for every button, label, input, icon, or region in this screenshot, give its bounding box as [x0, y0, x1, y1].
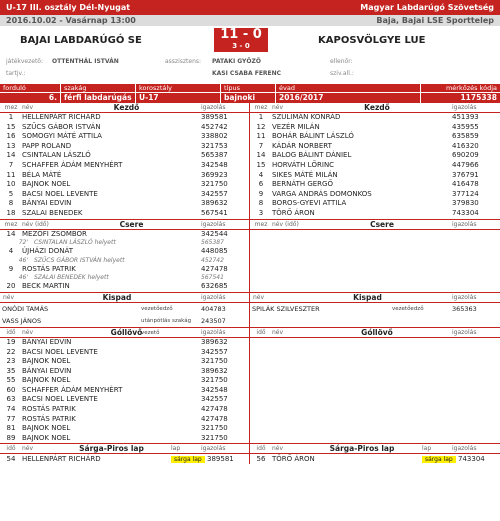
license-id: 376791 [452, 170, 479, 179]
col-id: igazolás [452, 445, 477, 453]
goal-row [0, 424, 249, 434]
player-name: HORVÁTH LŐRINC [272, 160, 335, 169]
section-title: Kispad [102, 292, 132, 302]
shirt-number: 55 [6, 376, 16, 385]
license-id: 321750 [201, 376, 228, 385]
home-cards-list [0, 454, 249, 464]
license-id: 389632 [201, 337, 228, 346]
shirt-number: 8 [258, 199, 264, 208]
col-id: igazolás [452, 293, 477, 301]
asst-ref-label: sziv.all.: [330, 70, 354, 77]
player-name: BECK MARTIN [22, 282, 70, 291]
player-name: BALOG BÁLINT DÁNIEL [272, 151, 352, 160]
license-id: 377124 [452, 189, 479, 198]
card-row [250, 454, 500, 464]
shirt-number: 6 [258, 180, 264, 189]
home-goals-header [0, 328, 249, 338]
shirt-number: 19 [6, 337, 16, 346]
player-name: SZULIMÁN KONRÁD [272, 113, 341, 121]
player-name: SCHAFFER ÁDÁM MENYHÉRT [22, 385, 123, 394]
license-id: 632685 [201, 282, 228, 291]
sub-row [0, 282, 249, 292]
shirt-number: 1 [258, 113, 264, 121]
license-id: 342557 [201, 395, 228, 404]
starting-lineups [0, 103, 500, 219]
referee-name: OTTENTHÁL ISTVÁN [52, 58, 119, 65]
player-name: VARGA ANDRÁS DOMONKOS [272, 189, 372, 198]
officials [0, 56, 500, 84]
sub-detail [0, 274, 249, 282]
col-id: igazolás [201, 293, 226, 301]
yellow-card-badge: sárga lap [171, 456, 205, 463]
shirt-number: 11 [256, 132, 266, 141]
halftime-score: 3 - 0 [232, 42, 250, 50]
sub-detail [0, 239, 249, 247]
player-name: TÖRŐ ÁRON [272, 455, 315, 464]
col-ido: idő [6, 328, 16, 336]
info-type: bajnoki [220, 93, 275, 103]
away-starter-row [250, 190, 500, 200]
away-starter-row [250, 151, 500, 161]
player-name: TÖRŐ ÁRON [272, 208, 315, 217]
info-h-season: évad [275, 84, 420, 92]
shirt-number: 15 [6, 122, 16, 131]
goal-row [0, 348, 249, 358]
license-id: 427478 [201, 264, 228, 273]
shirt-number: 14 [6, 151, 16, 160]
section-title: Sárga-Piros lap [329, 444, 395, 454]
home-start-list [0, 113, 249, 219]
player-name: BÁNYAI EDVIN [22, 199, 72, 208]
col-nev-ido: név (idő) [272, 220, 299, 228]
goals [0, 327, 500, 444]
col-id: igazolás [452, 220, 477, 228]
assistant-2: KASI CSABA FERENC [212, 70, 282, 77]
away-team: KAPOSVÖLGYE LUE [318, 35, 426, 46]
info-code: 1175338 [420, 93, 500, 103]
away-bench-header [250, 293, 500, 303]
section-title: Kezdő [113, 103, 140, 112]
col-id: igazolás [201, 104, 226, 111]
away-bench-list [250, 303, 500, 315]
license-id: 243507 [201, 316, 226, 325]
home-starter-row [0, 199, 249, 209]
player-name: BOROS-GYEVI ATTILA [272, 199, 347, 208]
home-starter-row [0, 180, 249, 190]
replaced-license-id: 452742 [201, 256, 224, 264]
home-subs-col [0, 220, 250, 292]
card-type-cell [422, 454, 458, 464]
player-name: BAJNOK NOEL [22, 376, 71, 385]
license-id: 389581 [201, 113, 228, 121]
player-name: BAJNOK NOEL [22, 433, 71, 442]
player-name: SOMOGYI MÁTÉ ATTILA [22, 132, 102, 141]
player-name: BERNÁTH GERGŐ [272, 180, 333, 189]
shirt-number: 14 [256, 151, 266, 160]
sub-row [0, 265, 249, 275]
assistant-1: PATAKI GYŐZŐ [212, 58, 261, 65]
col-nev: név [22, 104, 34, 111]
section-title: Sárga-Piros lap [79, 444, 144, 454]
col-id: igazolás [201, 445, 226, 453]
staff-name: SPILÁK SZILVESZTER [252, 304, 320, 313]
competition-bar [0, 0, 500, 15]
home-cards-col [0, 444, 250, 464]
home-starter-row [0, 123, 249, 133]
sub-row [0, 247, 249, 257]
col-mez: mez [254, 220, 268, 228]
player-name: CSINTALAN LÁSZLÓ [22, 151, 91, 160]
player-name: SIKES MÁTÉ MILÁN [272, 170, 338, 179]
home-cards-header [0, 444, 249, 454]
col-mez: mez [4, 104, 18, 111]
col-nev: név [22, 328, 34, 336]
assistants-label: asszisztens: [165, 58, 202, 65]
home-subs-list [0, 230, 249, 292]
sub-minute: 46' [18, 274, 28, 282]
col-nev: név [272, 328, 284, 336]
license-id: 435955 [452, 122, 479, 131]
shirt-number: 18 [6, 208, 16, 217]
away-goals-col [250, 328, 500, 444]
shirt-number: 35 [6, 366, 16, 375]
competition-name: U-17 III. osztály Dél-Nyugat [6, 3, 131, 12]
col-lap: lap [171, 445, 181, 453]
section-title: Kispad [353, 292, 382, 302]
federation-name: Magyar Labdarúgó Szövetség [360, 3, 494, 12]
away-bench-col [250, 293, 500, 327]
col-mez: mez [254, 104, 268, 111]
away-start-col [250, 103, 500, 219]
home-starter-row [0, 151, 249, 161]
license-id: 743304 [452, 208, 479, 217]
player-name: ROSTÁS PATRIK [22, 264, 76, 273]
final-score: 11 - 0 [220, 27, 262, 42]
shirt-number: 4 [8, 247, 14, 256]
shirt-number: 16 [6, 132, 16, 141]
col-id: igazolás [201, 328, 226, 336]
shirt-number: 9 [258, 189, 264, 198]
away-starter-row [250, 132, 500, 142]
info-h-type: típus [220, 84, 275, 92]
away-starter-row [250, 161, 500, 171]
shirt-number: 11 [6, 170, 16, 179]
staff-role: vezetőedző [392, 305, 424, 312]
info-values [0, 92, 500, 103]
replaced-player: SZŰCS GÁBOR ISTVÁN helyett [34, 256, 125, 264]
replaced-license-id: 567541 [201, 274, 224, 282]
bench-row [250, 303, 500, 315]
home-subs-header [0, 220, 249, 230]
license-id: 635859 [452, 132, 479, 141]
license-id: 389632 [201, 199, 228, 208]
col-id: igazolás [452, 104, 477, 111]
replaced-player: SZALAI BENEDEK helyett [34, 274, 109, 282]
shirt-number: 9 [8, 264, 14, 273]
away-starter-row [250, 199, 500, 209]
col-nev-ido: név (idő) [22, 220, 49, 228]
info-h-round: forduló [3, 84, 26, 92]
license-id: 389632 [201, 366, 228, 375]
home-bench-header [0, 293, 249, 303]
goal-row [0, 386, 249, 396]
player-name: HELLENPÁRT RICHÁRD [22, 113, 101, 121]
player-name: BACSI NOEL LEVENTE [22, 189, 98, 198]
home-starter-row [0, 161, 249, 171]
license-id: 365363 [452, 304, 477, 313]
shirt-number: 60 [6, 385, 16, 394]
staff-role: utánpótlás szakág vezető [141, 317, 192, 336]
shirt-number: 63 [6, 395, 16, 404]
goal-row [0, 376, 249, 386]
info-h-code: mérkőzés kódja [420, 84, 500, 92]
player-name: ROSTÁS PATRIK [22, 414, 76, 423]
col-nev: név [22, 445, 34, 453]
license-id: 321750 [201, 357, 228, 366]
home-team: BAJAI LABDARÚGÓ SE [20, 35, 142, 46]
away-starter-row [250, 123, 500, 133]
goal-row [0, 395, 249, 405]
player-name: BACSI NOEL LEVENTE [22, 395, 98, 404]
sub-minute: 72' [18, 239, 28, 247]
player-name: SZŰCS GÁBOR ISTVÁN [22, 122, 101, 131]
col-ido: idő [256, 328, 266, 336]
col-id: igazolás [201, 220, 226, 228]
home-starter-row [0, 171, 249, 181]
section-title: Csere [370, 219, 394, 229]
away-starter-row [250, 142, 500, 152]
shirt-number: 81 [6, 424, 16, 433]
section-title: Góllövő [361, 327, 393, 337]
shirt-number: 8 [8, 199, 14, 208]
away-starter-row [250, 209, 500, 219]
sub-row [0, 230, 249, 240]
goal-row [0, 338, 249, 348]
license-id: 342557 [201, 189, 228, 198]
home-starter-row [0, 190, 249, 200]
card-row [0, 454, 249, 464]
license-id: 448085 [201, 247, 228, 256]
shirt-number: 23 [6, 357, 16, 366]
replaced-license-id: 565387 [201, 239, 224, 247]
away-start-header [250, 103, 500, 113]
info-branch: férfi labdarúgás [60, 93, 135, 103]
home-start-col [0, 103, 250, 219]
license-id: 389581 [207, 455, 234, 464]
staff-name: VASS JÁNOS [2, 316, 42, 325]
col-nev: név [3, 293, 15, 301]
date-venue-bar [0, 15, 500, 26]
player-name: MEZŐFI ZSOMBOR [22, 229, 87, 238]
shirt-number: 5 [8, 189, 14, 198]
player-name: KÁDÁR NORBERT [272, 141, 332, 150]
sub-minute: 46' [18, 256, 28, 264]
home-start-header [0, 103, 249, 113]
sub-detail [0, 257, 249, 265]
license-id: 567541 [201, 208, 228, 217]
home-starter-row [0, 142, 249, 152]
away-subs-header [250, 220, 500, 230]
goal-row [0, 357, 249, 367]
score-box [214, 28, 268, 52]
info-header [0, 84, 500, 92]
player-name: PAPP ROLAND [22, 141, 72, 150]
shirt-number: 14 [6, 229, 16, 238]
yellow-card-badge: sárga lap [422, 456, 456, 463]
player-name: BAJNOK NOEL [22, 180, 71, 189]
staff-name: ONÓDI TAMÁS [2, 304, 49, 313]
info-h-branch: szakág [60, 84, 135, 92]
inspector-label: ellenőr: [330, 58, 353, 65]
away-start-list [250, 113, 500, 219]
shirt-number: 10 [6, 180, 16, 189]
home-starter-row [0, 209, 249, 219]
player-name: SCHAFFER ÁDÁM MENYHÉRT [22, 160, 123, 169]
info-h-age: korosztály [135, 84, 220, 92]
section-title: Kezdő [364, 103, 390, 112]
info-round: 6. [48, 93, 57, 102]
shirt-number: 20 [6, 282, 16, 291]
match-venue: Baja, Bajai LSE Sporttelep [376, 16, 494, 25]
license-id: 342548 [201, 385, 228, 394]
player-name: BÁNYAI EDVIN [22, 337, 72, 346]
license-id: 379830 [452, 199, 479, 208]
license-id: 743304 [458, 455, 485, 464]
shirt-number: 7 [258, 141, 264, 150]
teams-row [0, 26, 500, 56]
player-name: BAJNOK NOEL [22, 424, 71, 433]
away-starter-row [250, 180, 500, 190]
license-id: 321750 [201, 433, 228, 442]
license-id: 447966 [452, 160, 479, 169]
home-starter-row [0, 113, 249, 123]
away-starter-row [250, 113, 500, 123]
shirt-number: 13 [6, 141, 16, 150]
shirt-number: 74 [6, 405, 16, 414]
license-id: 338802 [201, 132, 228, 141]
license-id: 427478 [201, 405, 228, 414]
away-cards-list [250, 454, 500, 464]
license-id: 369923 [201, 170, 228, 179]
match-datetime: 2016.10.02 - Vasárnap 13:00 [6, 16, 136, 25]
bench-row [0, 303, 249, 315]
license-id: 342548 [201, 160, 228, 169]
shirt-number: 4 [258, 170, 264, 179]
staff-role: vezetőedző [141, 305, 173, 312]
license-id: 404783 [201, 304, 226, 313]
card-minute: 54 [6, 455, 16, 464]
referee-label: játékvezető: [6, 58, 43, 65]
goal-row [0, 405, 249, 415]
license-id: 451393 [452, 113, 479, 121]
cards [0, 443, 500, 464]
card-type-cell [171, 454, 207, 464]
replaced-player: CSINTALAN LÁSZLÓ helyett [34, 239, 116, 247]
section-title: Góllövő [110, 327, 143, 337]
away-cards-header [250, 444, 500, 454]
license-id: 342557 [201, 347, 228, 356]
license-id: 416320 [452, 141, 479, 150]
license-id: 321750 [201, 424, 228, 433]
reserve-label: tartjv.: [6, 70, 26, 77]
player-name: ROSTÁS PATRIK [22, 405, 76, 414]
player-name: VEZÉR MILÁN [272, 122, 320, 131]
section-title: Csere [119, 219, 144, 229]
goal-row [0, 367, 249, 377]
shirt-number: 7 [8, 160, 14, 169]
col-nev: név [272, 104, 284, 111]
shirt-number: 77 [6, 414, 16, 423]
player-name: HELLENPÁRT RICHÁRD [22, 455, 101, 464]
col-nev: név [272, 445, 284, 453]
info-age: U-17 [135, 93, 220, 103]
info-season: 2016/2017 [275, 93, 420, 103]
away-goals-header [250, 328, 500, 338]
shirt-number: 15 [256, 160, 266, 169]
away-starter-row [250, 171, 500, 181]
license-id: 690209 [452, 151, 479, 160]
shirt-number: 22 [6, 347, 16, 356]
player-name: BACSI NOEL LEVENTE [22, 347, 98, 356]
license-id: 416478 [452, 180, 479, 189]
shirt-number: 3 [258, 208, 264, 217]
home-goals-list [0, 338, 249, 444]
col-ido: idő [256, 445, 266, 453]
col-id: igazolás [452, 328, 477, 336]
license-id: 321753 [201, 141, 228, 150]
player-name: ÚJHÁZI DONÁT [22, 247, 73, 256]
away-cards-col [250, 444, 500, 464]
substitutes [0, 219, 500, 292]
player-name: BAJNOK NOEL [22, 357, 71, 366]
player-name: BÉLA MÁTÉ [22, 170, 62, 179]
player-name: BOHÁR BÁLINT LÁSZLÓ [272, 132, 354, 141]
home-starter-row [0, 132, 249, 142]
license-id: 427478 [201, 414, 228, 423]
col-ido: idő [6, 445, 16, 453]
license-id: 565387 [201, 151, 228, 160]
home-goals-col [0, 328, 250, 444]
col-lap: lap [422, 445, 432, 453]
license-id: 452742 [201, 122, 228, 131]
col-nev: név [253, 293, 265, 301]
license-id: 321750 [201, 180, 228, 189]
player-name: SZALAI BENEDEK [22, 208, 83, 217]
shirt-number: 1 [8, 113, 14, 121]
license-id: 342544 [201, 229, 228, 238]
away-subs-col [250, 220, 500, 292]
shirt-number: 12 [256, 122, 266, 131]
col-mez: mez [4, 220, 18, 228]
goal-row [0, 434, 249, 444]
goal-row [0, 415, 249, 425]
shirt-number: 89 [6, 433, 16, 442]
player-name: BÁNYAI EDVIN [22, 366, 72, 375]
card-minute: 56 [256, 455, 266, 464]
